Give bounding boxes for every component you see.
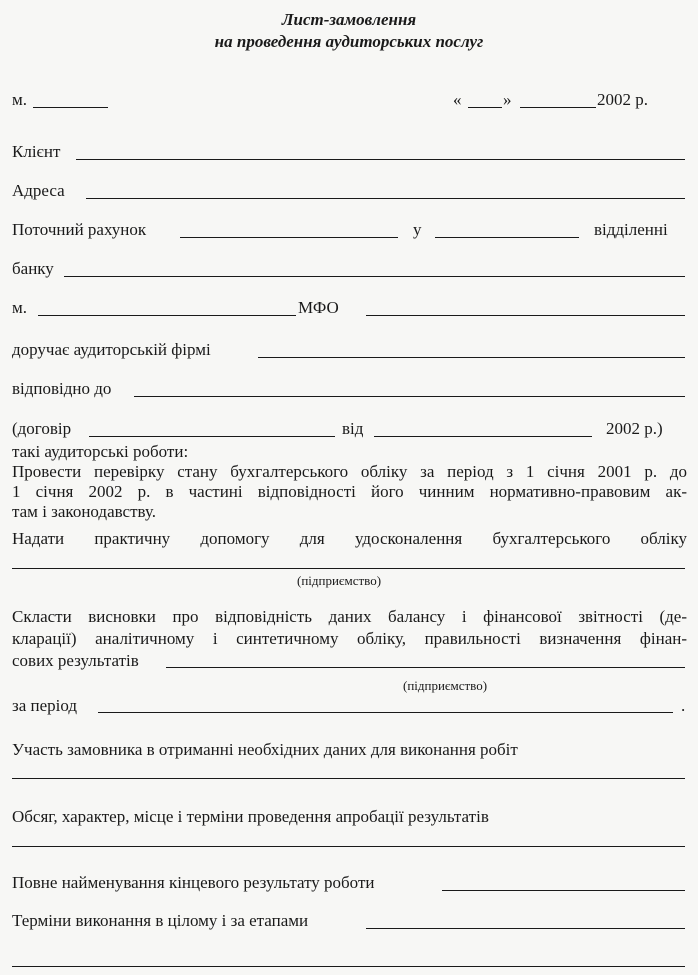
city-label: м. (12, 90, 28, 109)
bank-label: банку (12, 259, 54, 278)
audit-firm-line[interactable] (258, 357, 685, 358)
period-label: за період (12, 696, 78, 715)
contract-date-line[interactable] (374, 436, 592, 437)
result-name-label: Повне найменування кінцевого результату роботи (12, 873, 375, 892)
result-name-line[interactable] (442, 890, 685, 891)
contract-number-line[interactable] (89, 436, 335, 437)
terms-label: Терміни виконання в цілому і за етапами (12, 911, 309, 930)
contract-year: 2002 р.) (606, 419, 663, 438)
period-line[interactable] (98, 712, 673, 713)
participation-line[interactable] (12, 778, 685, 779)
terms-continuation-line[interactable] (12, 966, 685, 967)
account-line[interactable] (180, 237, 398, 238)
branch-label: відділенні (594, 220, 668, 239)
according-line[interactable] (134, 396, 685, 397)
quote-open: « (453, 90, 462, 109)
client-label: Клієнт (12, 142, 61, 161)
form-subtitle: на проведення аудиторських послуг (214, 32, 484, 51)
form-title: Лист-замовлення (281, 10, 417, 29)
participation-label: Участь замовника в отриманні необхідних даних для виконання робіт (12, 740, 518, 759)
terms-line[interactable] (366, 928, 685, 929)
quote-close: » (503, 90, 512, 109)
paragraph-3-line-1: Скласти висновки про відповідність даних балансу і фінансової звітності (де- (12, 607, 687, 626)
scope-line[interactable] (12, 846, 685, 847)
enterprise-line-1[interactable] (12, 568, 685, 569)
bank-city-line[interactable] (38, 315, 296, 316)
scope-label: Обсяг, характер, місце і терміни проведення апробації результатів (12, 807, 489, 826)
paragraph-3-line-3: сових результатів (12, 651, 139, 670)
month-line[interactable] (520, 107, 596, 108)
enterprise-caption-2: (підприємство) (403, 678, 488, 693)
branch-number-line[interactable] (435, 237, 579, 238)
mfo-label: МФО (298, 298, 339, 317)
paragraph-1-line-3: там і законодавству. (12, 502, 157, 521)
paragraph-1-line-2: 1 січня 2002 р. в частині відповідності його чинним нормативно-правовим ак- (12, 482, 687, 501)
address-line[interactable] (86, 198, 685, 199)
client-line[interactable] (76, 159, 685, 160)
paragraph-3-line-2: кларації) аналітичному і синтетичному обліку, правильності визначення фінан- (12, 629, 687, 648)
according-label: відповідно до (12, 379, 112, 398)
contract-label: (договір (12, 419, 72, 438)
bank-city-label: м. (12, 298, 28, 317)
enterprise-line-2[interactable] (166, 667, 685, 668)
city-line[interactable] (33, 107, 108, 108)
contract-from-label: від (342, 419, 364, 438)
bank-line[interactable] (64, 276, 685, 277)
entrusts-label: доручає аудиторській фірмі (12, 340, 211, 359)
works-intro: такі аудиторські роботи: (12, 442, 189, 461)
at-label: у (413, 220, 422, 239)
address-label: Адреса (12, 181, 65, 200)
enterprise-caption-1: (підприємство) (297, 573, 382, 588)
mfo-line[interactable] (366, 315, 685, 316)
paragraph-2-line-1: Надати практичну допомогу для удосконалення бухгалтерського обліку (12, 529, 687, 548)
day-line[interactable] (468, 107, 502, 108)
header-year: 2002 р. (597, 90, 648, 109)
period-dot: . (681, 696, 686, 715)
paragraph-1-line-1: Провести перевірку стану бухгалтерського обліку за період з 1 січня 2001 р. до (12, 462, 687, 481)
account-label: Поточний рахунок (12, 220, 147, 239)
